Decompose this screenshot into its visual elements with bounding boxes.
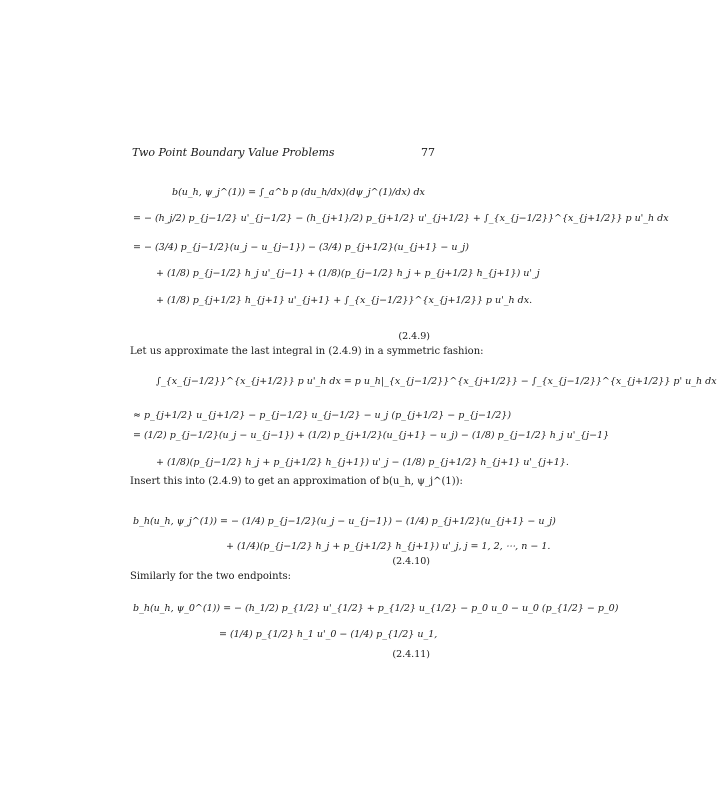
equation-line: + (1/8) p_{j+1/2} h_{j+1} u'_{j+1} + ∫_{x_{j−1/2}}^{x_{j+1/2}} p u'_h dx.	[156, 295, 533, 306]
equation-line: + (1/8)(p_{j−1/2} h_j + p_{j+1/2} h_{j+1}) u'_j − (1/8) p_{j+1/2} h_{j+1} u'_{j+1}.	[156, 457, 569, 468]
equation-line: ∫_{x_{j−1/2}}^{x_{j+1/2}} p u'_h dx = p u_h|_{x_{j−1/2}}^{x_{j+1/2}} − ∫_{x_{j−1/2}}^{x_{j+1/2}} p' u_h dx	[156, 376, 717, 387]
equation-line: = (1/2) p_{j−1/2}(u_j − u_{j−1}) + (1/2) p_{j+1/2}(u_{j+1} − u_j) − (1/8) p_{j−1/2} h_j u'_{j−1}	[133, 430, 610, 441]
body-paragraph: Insert this into (2.4.9) to get an approximation of b(u_h, ψ_j^(1)):	[130, 476, 463, 487]
equation-line: = − (h_j/2) p_{j−1/2} u'_{j−1/2} − (h_{j+1}/2) p_{j+1/2} u'_{j+1/2} + ∫_{x_{j−1/2}}^{x_{j+1/2}} p u'_h dx	[133, 213, 669, 224]
page-number: 77	[421, 146, 435, 159]
equation-number: (2.4.9)	[398, 331, 430, 342]
equation-line: b_h(u_h, ψ_0^(1)) = − (h_1/2) p_{1/2} u'_{1/2} + p_{1/2} u_{1/2} − p_0 u_0 − u_0 (p_{1/2} − p_0)	[133, 603, 619, 614]
equation-line: b(u_h, ψ_j^(1)) = ∫_a^b p (du_h/dx)(dψ_j^(1)/dx) dx	[172, 187, 425, 198]
running-header-title: Two Point Boundary Value Problems	[132, 146, 335, 159]
body-paragraph: Let us approximate the last integral in (2.4.9) in a symmetric fashion:	[130, 346, 484, 357]
equation-line: = (1/4) p_{1/2} h_1 u'_0 − (1/4) p_{1/2} u_1,	[219, 629, 438, 640]
equation-line: b_h(u_h, ψ_j^(1)) = − (1/4) p_{j−1/2}(u_j − u_{j−1}) − (1/4) p_{j+1/2}(u_{j+1} − u_j)	[133, 516, 556, 527]
equation-line: ≈ p_{j+1/2} u_{j+1/2} − p_{j−1/2} u_{j−1/2} − u_j (p_{j+1/2} − p_{j−1/2})	[133, 410, 512, 421]
equation-line: + (1/8) p_{j−1/2} h_j u'_{j−1} + (1/8)(p_{j−1/2} h_j + p_{j+1/2} h_{j+1}) u'_j	[156, 268, 540, 279]
equation-line: + (1/4)(p_{j−1/2} h_j + p_{j+1/2} h_{j+1}) u'_j, j = 1, 2, ⋯, n − 1.	[226, 541, 551, 552]
equation-number: (2.4.10)	[392, 556, 430, 567]
equation-line: = − (3/4) p_{j−1/2}(u_j − u_{j−1}) − (3/4) p_{j+1/2}(u_{j+1} − u_j)	[133, 242, 469, 253]
body-paragraph: Similarly for the two endpoints:	[130, 571, 292, 582]
equation-number: (2.4.11)	[392, 649, 430, 660]
